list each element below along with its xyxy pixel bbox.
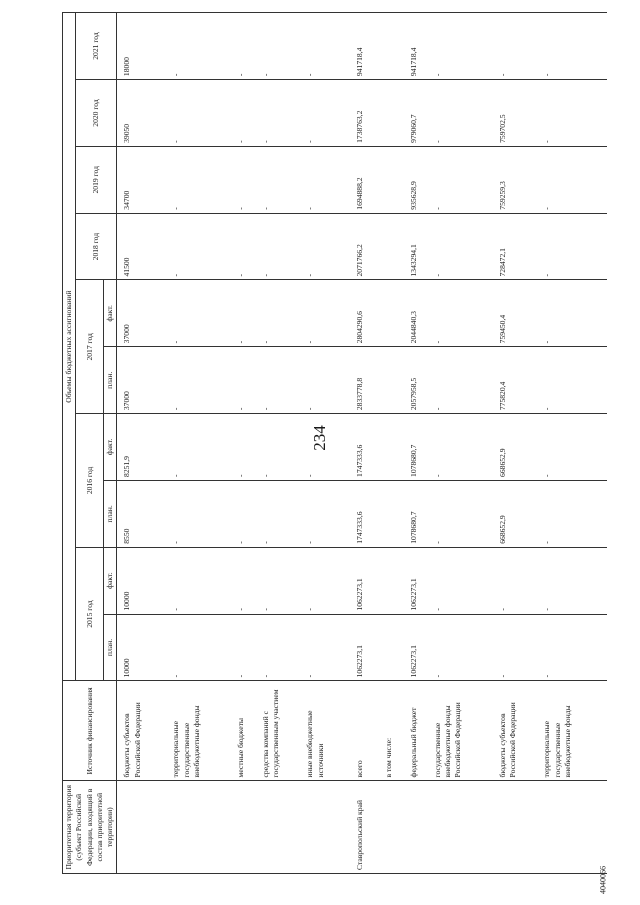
cell-value: 668652,9 [497, 480, 542, 547]
cell-value: - [235, 547, 259, 614]
cell-value: - [260, 13, 305, 80]
cell-value: 10000 [117, 547, 171, 614]
cell-value: - [432, 480, 497, 547]
cell-value: 2057958,5 [408, 347, 432, 414]
cell-territory [432, 781, 497, 874]
cell-source: федеральный бюджет [408, 681, 432, 781]
cell-source: всего [349, 681, 383, 781]
cell-value: - [170, 347, 235, 414]
table-row [117, 13, 171, 874]
cell-value: 1747333,6 [349, 480, 383, 547]
cell-source: государственные внебюджетные фонды Российской Федерации [432, 681, 497, 781]
cell-value: 10000 [117, 614, 171, 681]
table-row [235, 13, 259, 874]
cell-value: - [304, 614, 349, 681]
document-code: 4040066 [598, 866, 608, 894]
cell-source: средства компаний с государственным участием [260, 681, 305, 781]
cell-value: - [541, 480, 606, 547]
cell-value: - [235, 213, 259, 280]
cell-value: - [304, 547, 349, 614]
cell-value: - [170, 213, 235, 280]
cell-value: 1078680,7 [408, 480, 432, 547]
cell-value: - [170, 280, 235, 347]
cell-value: 668652,9 [497, 414, 542, 481]
cell-value [383, 80, 407, 147]
cell-value: 979060,7 [408, 80, 432, 147]
cell-value: 37000 [117, 347, 171, 414]
header-plan-2016: план. [104, 480, 117, 547]
cell-value: 8550 [117, 480, 171, 547]
header-year-2018: 2018 год [76, 213, 117, 280]
cell-value: - [541, 13, 606, 80]
cell-value: 728472,1 [497, 213, 542, 280]
header-fact-2017: факт. [104, 280, 117, 347]
cell-value: - [432, 347, 497, 414]
cell-value: - [432, 280, 497, 347]
table-row [383, 13, 407, 874]
header-volumes: Объемы бюджетных ассигнований [63, 13, 76, 681]
cell-value: 775820,4 [497, 347, 542, 414]
cell-value: 2071766,2 [349, 213, 383, 280]
cell-value: 759259,3 [497, 146, 542, 213]
cell-value: - [541, 213, 606, 280]
table-row [497, 13, 542, 874]
cell-territory [170, 781, 235, 874]
cell-value: - [170, 80, 235, 147]
table-row [260, 13, 305, 874]
cell-value: - [235, 414, 259, 481]
cell-value: - [235, 146, 259, 213]
cell-value [383, 480, 407, 547]
cell-value: 2804290,6 [349, 280, 383, 347]
cell-value: - [260, 213, 305, 280]
cell-value: - [235, 347, 259, 414]
page-number: 234 [310, 425, 329, 451]
cell-territory [541, 781, 606, 874]
cell-value [383, 213, 407, 280]
header-year-2021: 2021 год [76, 13, 117, 80]
header-year-2017: 2017 год [76, 280, 104, 414]
cell-value: - [260, 146, 305, 213]
cell-value: 2833778,8 [349, 347, 383, 414]
cell-value: 41500 [117, 213, 171, 280]
cell-value: - [432, 80, 497, 147]
cell-value [383, 13, 407, 80]
cell-value: 34700 [117, 146, 171, 213]
cell-value: - [497, 13, 542, 80]
cell-value: 935628,9 [408, 146, 432, 213]
cell-territory: Ставропольский край [349, 781, 383, 874]
cell-value [383, 414, 407, 481]
cell-territory [117, 781, 171, 874]
cell-value: 759702,5 [497, 80, 542, 147]
cell-value: 1062273,1 [349, 547, 383, 614]
cell-value [383, 280, 407, 347]
cell-source: в том числе: [383, 681, 407, 781]
table-row [304, 13, 349, 874]
cell-source: иные внебюджетные источники [304, 681, 349, 781]
header-territory: Приоритетная территория (субъект Российской Федерации, входящий в состав приоритетной территории) [63, 781, 117, 874]
cell-value: - [432, 414, 497, 481]
cell-value: - [304, 480, 349, 547]
cell-value: 1738763,2 [349, 80, 383, 147]
cell-value: - [260, 614, 305, 681]
cell-value: - [432, 547, 497, 614]
cell-value [383, 547, 407, 614]
cell-value: - [260, 80, 305, 147]
cell-value: 1062273,1 [349, 614, 383, 681]
cell-value: - [170, 480, 235, 547]
cell-value [383, 347, 407, 414]
cell-territory [235, 781, 259, 874]
cell-value: - [304, 146, 349, 213]
cell-value: - [170, 13, 235, 80]
cell-value: - [541, 80, 606, 147]
cell-value: - [541, 547, 606, 614]
cell-value: - [235, 614, 259, 681]
table-row [408, 13, 432, 874]
cell-value [383, 614, 407, 681]
cell-value: 39050 [117, 80, 171, 147]
cell-value: - [260, 347, 305, 414]
cell-value: - [432, 146, 497, 213]
rotated-table-container [62, 12, 592, 874]
header-plan-2015: план. [104, 614, 117, 681]
cell-value: - [432, 13, 497, 80]
cell-value: - [497, 614, 542, 681]
cell-value [383, 146, 407, 213]
header-year-2015: 2015 год [76, 547, 104, 681]
header-fact-2015: факт. [104, 547, 117, 614]
cell-territory [497, 781, 542, 874]
cell-value: - [260, 547, 305, 614]
cell-value: 941718,4 [408, 13, 432, 80]
cell-value: - [170, 146, 235, 213]
cell-value: 1062273,1 [408, 547, 432, 614]
header-year-2019: 2019 год [76, 146, 117, 213]
cell-value: - [170, 547, 235, 614]
cell-value: 941718,4 [349, 13, 383, 80]
table-row [432, 13, 497, 874]
cell-value: 759450,4 [497, 280, 542, 347]
cell-value: 8251,9 [117, 414, 171, 481]
cell-value: 37000 [117, 280, 171, 347]
cell-value: - [260, 280, 305, 347]
header-fact-2016: факт. [104, 414, 117, 481]
cell-value: - [260, 414, 305, 481]
cell-value: - [170, 614, 235, 681]
cell-value: - [432, 213, 497, 280]
cell-territory [383, 781, 407, 874]
table-row [349, 13, 383, 874]
cell-value: 1062273,1 [408, 614, 432, 681]
cell-value: - [304, 80, 349, 147]
cell-value: - [541, 146, 606, 213]
cell-value: 1343294,1 [408, 213, 432, 280]
cell-value: - [304, 213, 349, 280]
header-row-1 [63, 13, 76, 874]
cell-value: - [541, 347, 606, 414]
cell-value: - [235, 480, 259, 547]
cell-value: 1078680,7 [408, 414, 432, 481]
cell-source: территориальные государственные внебюджетные фонды [541, 681, 606, 781]
cell-value: - [432, 614, 497, 681]
cell-value: - [304, 13, 349, 80]
cell-source: территориальные государственные внебюджетные фонды [170, 681, 235, 781]
cell-territory [408, 781, 432, 874]
cell-value: - [304, 347, 349, 414]
header-source: Источник финансирования [63, 681, 117, 781]
cell-value: - [497, 547, 542, 614]
cell-value: - [235, 280, 259, 347]
table-row [541, 13, 606, 874]
cell-value: - [304, 414, 349, 481]
cell-source: местные бюджеты [235, 681, 259, 781]
cell-source: бюджеты субъектов Российской Федерации [117, 681, 171, 781]
header-year-2016: 2016 год [76, 414, 104, 548]
cell-value: - [541, 280, 606, 347]
header-plan-2017: план. [104, 347, 117, 414]
cell-value: - [304, 280, 349, 347]
cell-value: - [541, 614, 606, 681]
cell-value: 1747333,6 [349, 414, 383, 481]
cell-territory [304, 781, 349, 874]
cell-source: бюджеты субъектов Российской Федерации [497, 681, 542, 781]
cell-value: - [170, 414, 235, 481]
cell-value: - [260, 480, 305, 547]
cell-value: - [235, 80, 259, 147]
cell-value: 2044840,3 [408, 280, 432, 347]
cell-territory [260, 781, 305, 874]
cell-value: - [235, 13, 259, 80]
header-year-2020: 2020 год [76, 80, 117, 147]
cell-value: - [541, 414, 606, 481]
table-row [170, 13, 235, 874]
budget-allocation-table [62, 12, 607, 874]
cell-value: 1694888,2 [349, 146, 383, 213]
cell-value: 18000 [117, 13, 171, 80]
